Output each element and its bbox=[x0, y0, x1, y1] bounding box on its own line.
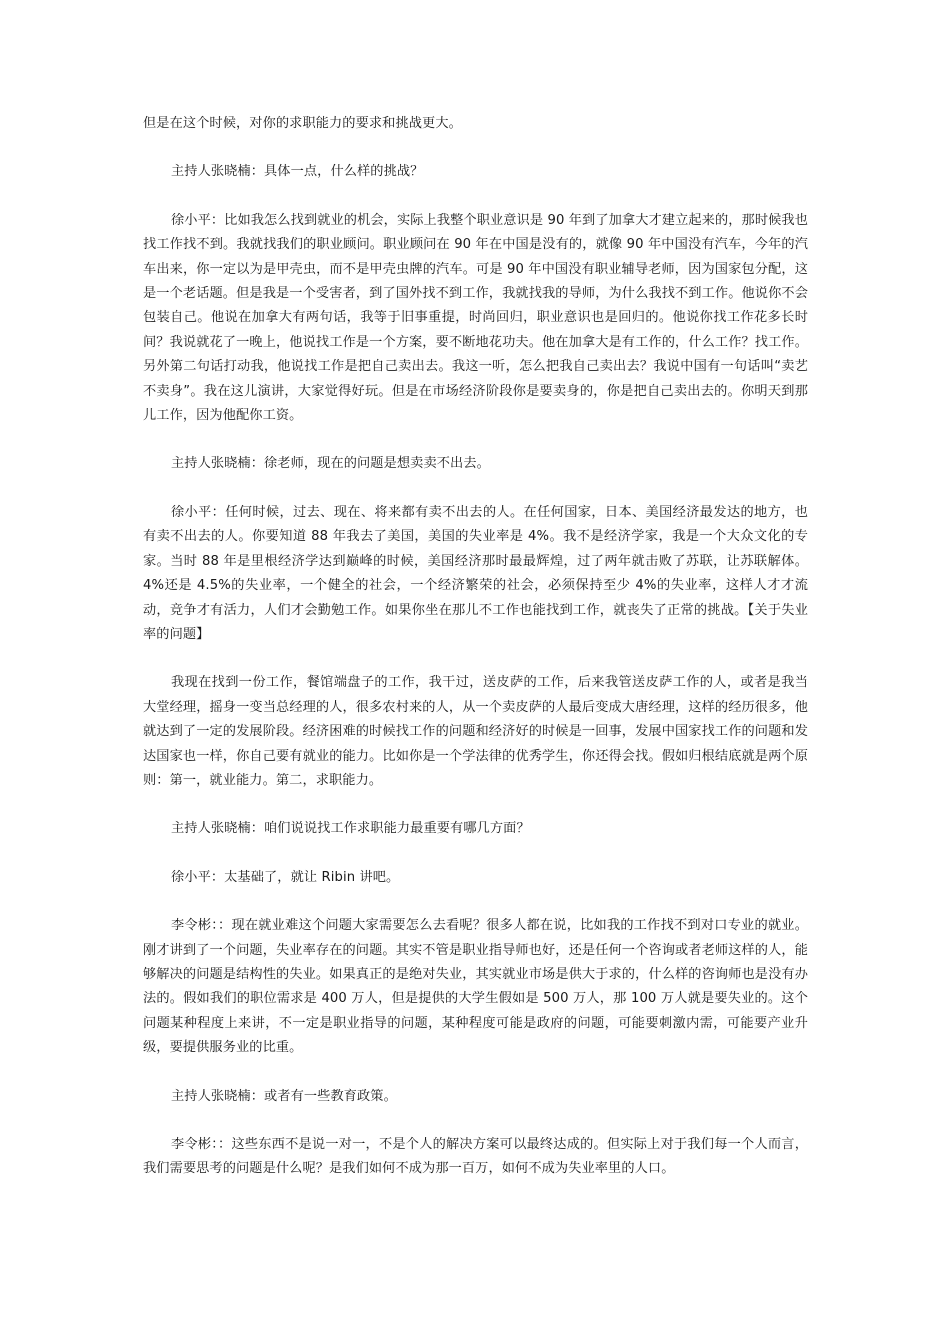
paragraph-10: 主持人张晓楠：或者有一些教育政策。 bbox=[171, 1088, 397, 1104]
paragraph-3: 徐小平：比如我怎么找到就业的机会，实际上我整个职业意识是 90 年到了加拿大才建立起来的，那时候我也找工作找不到。我就找我们的职业顾问。职业顾问在 90 年在中国是没有的，就像 90 年中国没有汽车，今年的汽车出来，你一定以为是甲壳虫，而不是甲壳虫牌的汽车。可是 90 年中国没有职业辅导老师，因为国家包分配，这是一个老话题。但是我是一个受害者，到了国外找不到工作，我就找我的导师，为什么我找不到工作。他说你不会包装自己。他说在加拿大有两句话，我等于旧事重提，时尚回归，职业意识也是回归的。他说你找工作花多长时间？我说就花了一晚上，他说找工作是一个方案，要不断地花功夫。他在加拿大是有工作的，什么工作？找工作。另外第二句话打动我，他说找工作是把自己卖出去。我这一听，怎么把我自己卖出去？我说中国有一句话叫“卖艺不卖身”。我在这儿演讲，大家觉得好玩。但是在市场经济阶段你是要卖身的，你是把自己卖出去的。你明天到那儿工作，因为他配你工资。 bbox=[143, 212, 808, 424]
paragraph-11: 李令彬：：这些东西不是说一对一，不是个人的解决方案可以最终达成的。但实际上对于我们每一个人而言，我们需要思考的问题是什么呢？是我们如何不成为那一百万，如何不成为失业率里的人口。 bbox=[143, 1137, 808, 1177]
paragraph-4: 主持人张晓楠：徐老师，现在的问题是想卖卖不出去。 bbox=[171, 456, 490, 472]
paragraph-5: 徐小平：任何时候，过去、现在、将来都有卖不出去的人。在任何国家，日本、美国经济最发达的地方，也有卖不出去的人。你要知道 88 年我去了美国，美国的失业率是 4%。我不是经济学家，我是一个大众文化的专家。当时 88 年是里根经济学达到巅峰的时候，美国经济那时最最辉煌，过了两年就击败了苏联，让苏联解体。4%还是 4.5%的失业率，一个健全的社会，一个经济繁荣的社会，必须保持至少 4%的失业率，这样人才才流动，竞争才有活力，人们才会勤勉工作。如果你坐在那儿不工作也能找到工作，就丧失了正常的挑战。【关于失业率的问题】 bbox=[143, 504, 808, 642]
paragraph-7: 主持人张晓楠：咱们说说找工作求职能力最重要有哪几方面？ bbox=[171, 821, 530, 837]
paragraph-9: 李令彬：：现在就业难这个问题大家需要怎么去看呢？很多人都在说，比如我的工作找不到对口专业的就业。刚才讲到了一个问题，失业率存在的问题。其实不管是职业指导师也好，还是任何一个咨询或者老师这样的人，能够解决的问题是结构性的失业。如果真正的是绝对失业，其实就业市场是供大于求的，什么样的咨询师也是没有办法的。假如我们的职位需求是 400 万人，但是提供的大学生假如是 500 万人，那 100 万人就是要失业的。这个问题某种程度上来讲，不一定是职业指导的问题，某种程度可能是政府的问题，可能要刺激内需，可能要产业升级，要提供服务业的比重。 bbox=[143, 918, 808, 1056]
paragraph-6: 我现在找到一份工作，餐馆端盘子的工作，我干过，送皮萨的工作，后来我管送皮萨工作的人，或者是我当大堂经理，摇身一变当总经理的人，很多农村来的人，从一个卖皮萨的人最后变成大唐经理，这样的经历很多，他就达到了一定的发展阶段。经济困难的时候找工作的问题和经济好的时候是一回事，发展中国家找工作的问题和发达国家也一样，你自己要有就业的能力。比如你是一个学法律的优秀学生，你还得会找。假如归根结底就是两个原则：第一，就业能力。第二，求职能力。 bbox=[143, 675, 808, 788]
document-page bbox=[143, 112, 808, 1332]
paragraph-8: 徐小平：太基础了，就让 Ribin 讲吧。 bbox=[171, 869, 400, 885]
paragraph-1: 但是在这个时候，对你的求职能力的要求和挑战更大。 bbox=[143, 116, 462, 131]
paragraph-2: 主持人张晓楠：具体一点，什么样的挑战？ bbox=[171, 164, 424, 180]
